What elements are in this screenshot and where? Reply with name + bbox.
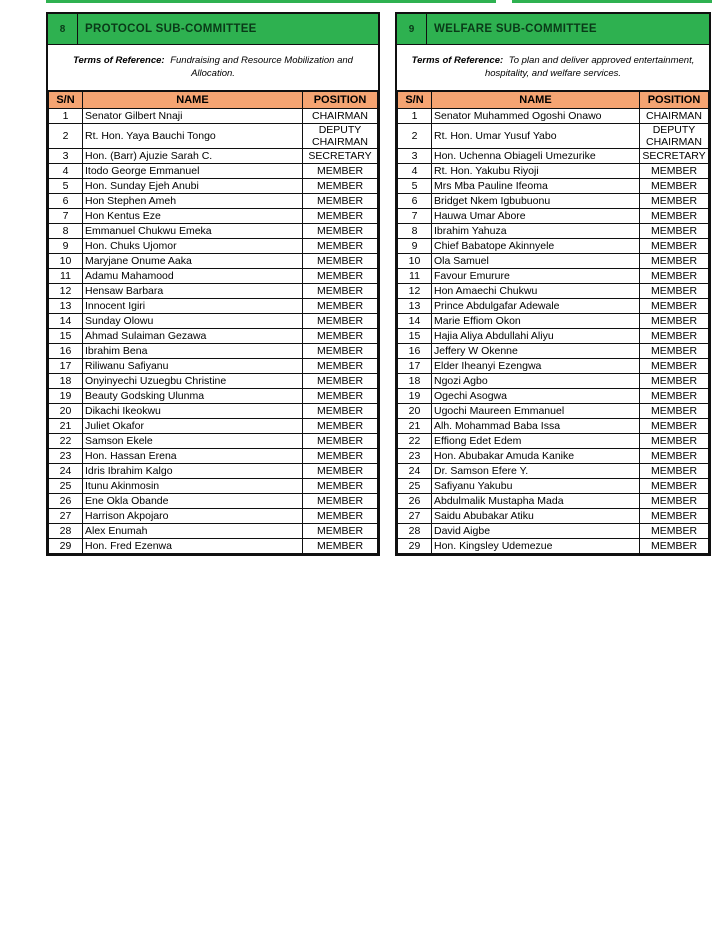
table-title-bar (397, 14, 709, 45)
row-position: MEMBER (303, 434, 378, 449)
row-name: Hon Amaechi Chukwu (432, 284, 640, 299)
row-name: Dikachi Ikeokwu (83, 404, 303, 419)
committee-title: PROTOCOL SUB-COMMITTEE (85, 23, 257, 35)
row-sn: 15 (49, 329, 83, 344)
row-sn: 7 (49, 209, 83, 224)
row-name: Alh. Mohammad Baba Issa (432, 419, 640, 434)
row-name: Samson Ekele (83, 434, 303, 449)
row-sn: 21 (49, 419, 83, 434)
row-name: David Aigbe (432, 524, 640, 539)
table-row (49, 194, 378, 209)
row-position: MEMBER (640, 179, 709, 194)
table-row (49, 179, 378, 194)
row-position: MEMBER (640, 449, 709, 464)
table-row (398, 284, 709, 299)
row-sn: 4 (49, 164, 83, 179)
row-name: Marie Effiom Okon (432, 314, 640, 329)
row-name: Onyinyechi Uzuegbu Christine (83, 374, 303, 389)
row-name: Beauty Godsking Ulunma (83, 389, 303, 404)
row-name: Bridget Nkem Igbubuonu (432, 194, 640, 209)
table-row (398, 479, 709, 494)
row-name: Hon. Kingsley Udemezue (432, 539, 640, 554)
terms-label: Terms of Reference: (411, 54, 504, 66)
table-row (49, 539, 378, 554)
row-name: Senator Muhammed Ogoshi Onawo (432, 109, 640, 124)
row-name: Adamu Mahamood (83, 269, 303, 284)
top-edge-strip-right (512, 0, 712, 3)
row-name: Hon. (Barr) Ajuzie Sarah C. (83, 149, 303, 164)
table-row (49, 464, 378, 479)
table-row (398, 359, 709, 374)
table-row (49, 479, 378, 494)
row-position: MEMBER (640, 479, 709, 494)
row-name: Rt. Hon. Yaya Bauchi Tongo (83, 124, 303, 149)
row-position: MEMBER (303, 509, 378, 524)
table-row (49, 254, 378, 269)
row-position: MEMBER (640, 539, 709, 554)
row-name: Ibrahim Bena (83, 344, 303, 359)
row-position: MEMBER (303, 374, 378, 389)
row-position: MEMBER (640, 239, 709, 254)
column-header-position: POSITION (640, 92, 709, 109)
table-row (49, 404, 378, 419)
row-name: Prince Abdulgafar Adewale (432, 299, 640, 314)
row-sn: 22 (398, 434, 432, 449)
row-sn: 1 (49, 109, 83, 124)
row-sn: 25 (49, 479, 83, 494)
row-position: MEMBER (640, 299, 709, 314)
row-name: Emmanuel Chukwu Emeka (83, 224, 303, 239)
row-sn: 14 (398, 314, 432, 329)
table-row (398, 389, 709, 404)
row-sn: 8 (49, 224, 83, 239)
row-name: Ibrahim Yahuza (432, 224, 640, 239)
table-row (398, 419, 709, 434)
row-sn: 19 (49, 389, 83, 404)
row-name: Rt. Hon. Yakubu Riyoji (432, 164, 640, 179)
row-position: MEMBER (640, 464, 709, 479)
row-position: MEMBER (303, 464, 378, 479)
row-sn: 14 (49, 314, 83, 329)
row-name: Itodo George Emmanuel (83, 164, 303, 179)
table-row (49, 329, 378, 344)
row-sn: 15 (398, 329, 432, 344)
row-sn: 25 (398, 479, 432, 494)
row-sn: 17 (398, 359, 432, 374)
row-sn: 7 (398, 209, 432, 224)
row-position: MEMBER (303, 194, 378, 209)
row-sn: 28 (49, 524, 83, 539)
table-row (398, 194, 709, 209)
row-sn: 27 (398, 509, 432, 524)
table-row (398, 314, 709, 329)
table-row (398, 509, 709, 524)
table-row (398, 404, 709, 419)
committee-number: 8 (48, 14, 78, 44)
row-position: MEMBER (303, 209, 378, 224)
table-row (398, 239, 709, 254)
row-sn: 29 (398, 539, 432, 554)
row-position: MEMBER (303, 224, 378, 239)
table-row (398, 109, 709, 124)
row-position: MEMBER (303, 389, 378, 404)
row-name: Favour Emurure (432, 269, 640, 284)
table-row (398, 149, 709, 164)
row-position: MEMBER (640, 164, 709, 179)
table-row (49, 124, 378, 149)
row-position: MEMBER (640, 284, 709, 299)
column-header-name: NAME (432, 92, 640, 109)
table-row (49, 314, 378, 329)
row-position: SECRETARY (303, 149, 378, 164)
column-header-name: NAME (83, 92, 303, 109)
table-row (49, 374, 378, 389)
table-row (49, 419, 378, 434)
row-name: Chief Babatope Akinnyele (432, 239, 640, 254)
table-row (49, 509, 378, 524)
table-row (49, 299, 378, 314)
row-position: MEMBER (640, 269, 709, 284)
row-name: Effiong Edet Edem (432, 434, 640, 449)
column-header-sn: S/N (49, 92, 83, 109)
committee-table-welfare (395, 12, 711, 556)
row-sn: 16 (49, 344, 83, 359)
row-name: Rt. Hon. Umar Yusuf Yabo (432, 124, 640, 149)
committee-table-protocol (46, 12, 380, 556)
column-header-row (398, 92, 709, 109)
table-row (398, 164, 709, 179)
row-sn: 8 (398, 224, 432, 239)
table-row (398, 524, 709, 539)
row-position: MEMBER (640, 524, 709, 539)
row-sn: 19 (398, 389, 432, 404)
row-sn: 20 (398, 404, 432, 419)
row-position: MEMBER (303, 314, 378, 329)
table-row (398, 269, 709, 284)
row-sn: 23 (49, 449, 83, 464)
table-row (398, 299, 709, 314)
row-name: Juliet Okafor (83, 419, 303, 434)
row-sn: 24 (49, 464, 83, 479)
row-position: MEMBER (303, 284, 378, 299)
row-name: Ogechi Asogwa (432, 389, 640, 404)
row-name: Hon Stephen Ameh (83, 194, 303, 209)
row-name: Hon. Hassan Erena (83, 449, 303, 464)
row-name: Ola Samuel (432, 254, 640, 269)
column-header-position: POSITION (303, 92, 378, 109)
table-row (398, 224, 709, 239)
row-position: CHAIRMAN (640, 109, 709, 124)
row-position: MEMBER (640, 224, 709, 239)
row-position: MEMBER (640, 329, 709, 344)
row-position: MEMBER (303, 479, 378, 494)
row-sn: 3 (49, 149, 83, 164)
row-position: MEMBER (640, 194, 709, 209)
row-name: Hajia Aliya Abdullahi Aliyu (432, 329, 640, 344)
row-sn: 26 (49, 494, 83, 509)
table-row (49, 269, 378, 284)
row-name: Ene Okla Obande (83, 494, 303, 509)
row-position: MEMBER (303, 494, 378, 509)
terms-label: Terms of Reference: (73, 54, 165, 66)
row-sn: 9 (49, 239, 83, 254)
row-position: MEMBER (303, 269, 378, 284)
column-header-sn: S/N (398, 92, 432, 109)
row-name: Ugochi Maureen Emmanuel (432, 404, 640, 419)
row-sn: 1 (398, 109, 432, 124)
row-position: MEMBER (640, 209, 709, 224)
row-sn: 17 (49, 359, 83, 374)
row-sn: 13 (398, 299, 432, 314)
row-sn: 27 (49, 509, 83, 524)
row-position: MEMBER (640, 314, 709, 329)
row-sn: 2 (49, 124, 83, 149)
row-sn: 20 (49, 404, 83, 419)
row-sn: 5 (49, 179, 83, 194)
row-position: DEPUTY CHAIRMAN (640, 124, 709, 149)
row-position: MEMBER (303, 299, 378, 314)
row-position: MEMBER (303, 449, 378, 464)
row-name: Senator Gilbert Nnaji (83, 109, 303, 124)
table-row (49, 284, 378, 299)
column-header-row (49, 92, 378, 109)
terms-text: To plan and deliver approved entertainment, hospitality, and welfare services. (484, 54, 695, 79)
row-sn: 9 (398, 239, 432, 254)
row-name: Hon. Fred Ezenwa (83, 539, 303, 554)
row-sn: 13 (49, 299, 83, 314)
row-name: Idris Ibrahim Kalgo (83, 464, 303, 479)
row-sn: 18 (49, 374, 83, 389)
row-name: Hensaw Barbara (83, 284, 303, 299)
row-sn: 12 (398, 284, 432, 299)
row-position: MEMBER (640, 389, 709, 404)
row-sn: 10 (398, 254, 432, 269)
row-name: Abdulmalik Mustapha Mada (432, 494, 640, 509)
terms-text: Fundraising and Resource Mobilization and Allocation. (170, 54, 353, 79)
row-name: Elder Iheanyi Ezengwa (432, 359, 640, 374)
members-table (48, 91, 378, 554)
terms-of-reference (397, 45, 709, 91)
table-row (398, 374, 709, 389)
row-position: MEMBER (640, 509, 709, 524)
row-sn: 16 (398, 344, 432, 359)
row-position: SECRETARY (640, 149, 709, 164)
row-name: Ngozi Agbo (432, 374, 640, 389)
row-sn: 29 (49, 539, 83, 554)
row-position: MEMBER (303, 539, 378, 554)
row-position: MEMBER (640, 359, 709, 374)
row-position: MEMBER (640, 254, 709, 269)
row-name: Itunu Akinmosin (83, 479, 303, 494)
table-row (49, 344, 378, 359)
row-sn: 6 (398, 194, 432, 209)
row-position: CHAIRMAN (303, 109, 378, 124)
row-name: Safiyanu Yakubu (432, 479, 640, 494)
row-position: MEMBER (303, 344, 378, 359)
row-position: MEMBER (303, 404, 378, 419)
row-sn: 3 (398, 149, 432, 164)
row-sn: 18 (398, 374, 432, 389)
table-row (398, 464, 709, 479)
row-sn: 28 (398, 524, 432, 539)
committee-number: 9 (397, 14, 427, 44)
row-sn: 23 (398, 449, 432, 464)
row-sn: 22 (49, 434, 83, 449)
table-row (49, 224, 378, 239)
row-sn: 4 (398, 164, 432, 179)
row-name: Dr. Samson Efere Y. (432, 464, 640, 479)
row-position: MEMBER (303, 419, 378, 434)
row-name: Mrs Mba Pauline Ifeoma (432, 179, 640, 194)
row-position: MEMBER (303, 179, 378, 194)
table-row (49, 149, 378, 164)
table-row (49, 109, 378, 124)
row-sn: 24 (398, 464, 432, 479)
row-name: Hon. Sunday Ejeh Anubi (83, 179, 303, 194)
row-sn: 21 (398, 419, 432, 434)
committee-title: WELFARE SUB-COMMITTEE (434, 23, 597, 35)
row-sn: 10 (49, 254, 83, 269)
table-row (398, 179, 709, 194)
table-row (49, 239, 378, 254)
row-name: Maryjane Onume Aaka (83, 254, 303, 269)
row-sn: 11 (49, 269, 83, 284)
row-position: DEPUTY CHAIRMAN (303, 124, 378, 149)
table-row (49, 389, 378, 404)
row-name: Innocent Igiri (83, 299, 303, 314)
row-position: MEMBER (640, 494, 709, 509)
table-row (49, 524, 378, 539)
row-name: Hon Kentus Eze (83, 209, 303, 224)
row-name: Alex Enumah (83, 524, 303, 539)
row-name: Hon. Chuks Ujomor (83, 239, 303, 254)
members-table (397, 91, 709, 554)
table-row (398, 209, 709, 224)
row-position: MEMBER (303, 239, 378, 254)
table-title-bar (48, 14, 378, 45)
table-row (49, 434, 378, 449)
table-row (49, 449, 378, 464)
row-position: MEMBER (640, 404, 709, 419)
row-name: Hauwa Umar Abore (432, 209, 640, 224)
table-row (398, 449, 709, 464)
table-row (49, 164, 378, 179)
table-row (49, 209, 378, 224)
terms-of-reference (48, 45, 378, 91)
table-row (398, 434, 709, 449)
row-position: MEMBER (303, 329, 378, 344)
table-row (398, 539, 709, 554)
row-name: Ahmad Sulaiman Gezawa (83, 329, 303, 344)
row-sn: 6 (49, 194, 83, 209)
row-position: MEMBER (640, 374, 709, 389)
row-position: MEMBER (303, 254, 378, 269)
row-sn: 2 (398, 124, 432, 149)
row-position: MEMBER (640, 434, 709, 449)
row-position: MEMBER (303, 359, 378, 374)
row-name: Sunday Olowu (83, 314, 303, 329)
row-name: Hon. Abubakar Amuda Kanike (432, 449, 640, 464)
table-row (398, 329, 709, 344)
top-edge-strip-left (46, 0, 496, 3)
table-row (49, 359, 378, 374)
row-name: Riliwanu Safiyanu (83, 359, 303, 374)
row-sn: 11 (398, 269, 432, 284)
table-row (398, 344, 709, 359)
row-sn: 12 (49, 284, 83, 299)
row-position: MEMBER (640, 419, 709, 434)
row-name: Hon. Uchenna Obiageli Umezurike (432, 149, 640, 164)
table-row (398, 254, 709, 269)
row-sn: 26 (398, 494, 432, 509)
row-sn: 5 (398, 179, 432, 194)
table-row (398, 124, 709, 149)
row-name: Jeffery W Okenne (432, 344, 640, 359)
row-position: MEMBER (303, 524, 378, 539)
row-name: Saidu Abubakar Atiku (432, 509, 640, 524)
row-position: MEMBER (640, 344, 709, 359)
row-position: MEMBER (303, 164, 378, 179)
row-name: Harrison Akpojaro (83, 509, 303, 524)
table-row (49, 494, 378, 509)
table-row (398, 494, 709, 509)
